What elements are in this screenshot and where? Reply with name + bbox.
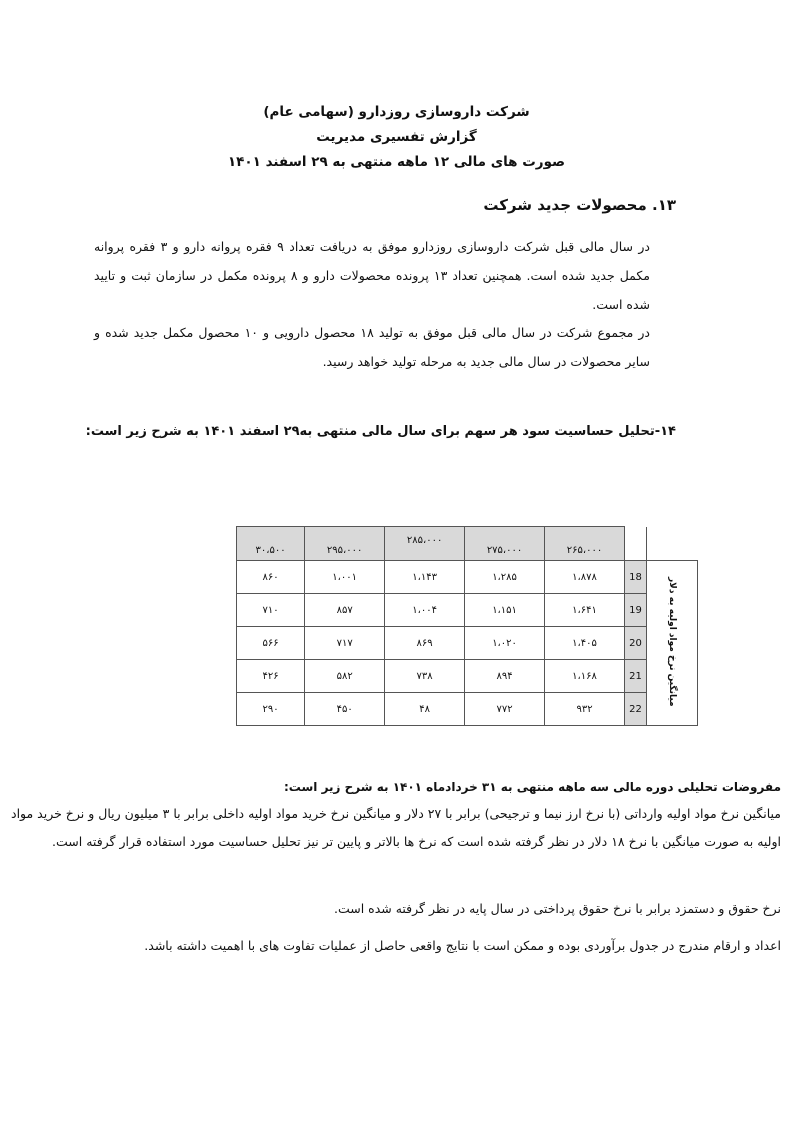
table-cell: ۵۸۲ [305,660,385,693]
table-row [237,693,698,726]
table-cell: ۱،۲۸۵ [465,561,545,594]
table-cell: ۸۹۴ [465,660,545,693]
table-cell: ۷۷۲ [465,693,545,726]
table-cell: ۱،۶۴۱ [545,594,625,627]
assumption-paragraph-1: میانگین نرخ مواد اولیه وارداتی (با نرخ ارز نیما و ترجیحی) برابر با ۲۷ دلار و میانگین نرخ خرید مواد اولیه داخلی برابر با ۳ میلیون ریال و نرخ خرید مواد اولیه به صورت میانگین با نرخ ۱۸ دلار در نظر گرفته شده است که نرخ ها بالاتر و پایین تر نیز تحلیل حساسیت مورد استفاده قرار گرفته است. [11,806,781,849]
column-header: ۲۸۵،۰۰۰ [385,527,465,561]
table-cell: ۸۶۹ [385,627,465,660]
table-cell: ۴۲۶ [237,660,305,693]
row-label: 22 [625,693,647,726]
side-label-cell [647,561,698,726]
company-name: شرکت داروسازی روزدارو (سهامی عام) [263,104,530,120]
column-header: ۲۶۵،۰۰۰ [545,527,625,561]
report-header [0,100,793,175]
table-cell: ۹۳۲ [545,693,625,726]
table-row [237,561,698,594]
table-row [237,660,698,693]
column-header: ۲۹۵،۰۰۰ [305,527,385,561]
row-label: 19 [625,594,647,627]
table-cell: ۱،۰۰۴ [385,594,465,627]
report-period: صورت های مالی ۱۲ ماهه منتهی به ۲۹ اسفند ۱۴۰۱ [227,154,566,170]
table-cell: ۷۱۰ [237,594,305,627]
table-row [237,627,698,660]
table-cell: ۱،۰۲۰ [465,627,545,660]
table-header-row [237,527,698,561]
table-cell: ۷۳۸ [385,660,465,693]
table-cell: ۱،۱۴۳ [385,561,465,594]
table-cell: ۱،۱۶۸ [545,660,625,693]
table-cell: ۸۶۰ [237,561,305,594]
table-cell: ۱،۸۷۸ [545,561,625,594]
table-cell: ۱،۴۰۵ [545,627,625,660]
table-cell: ۲۹۰ [237,693,305,726]
side-label: میانگین نرخ مواد اولیه به دلار [667,576,677,707]
row-label: 20 [625,627,647,660]
table-cell: ۴۸ [385,693,465,726]
section-13-title: ۱۳. محصولات جدید شرکت [483,196,676,214]
column-header: ۲۷۵،۰۰۰ [465,527,545,561]
sensitivity-table [236,526,698,726]
section-13-paragraph-1: در سال مالی قبل شرکت داروسازی روزدارو موفق به دریافت تعداد ۹ فقره پروانه دارو و ۳ فقره پروانه مکمل جدید شده است. همچنین تعداد ۱۳ پرونده محصولات دارو و ۸ پرونده مکمل در سازمان ثبت و تایید شده است. [94,239,651,312]
header-spacer [625,527,647,561]
table-row [237,594,698,627]
row-label: 21 [625,660,647,693]
assumptions-title: مفروضات تحلیلی دوره مالی سه ماهه منتهی به ۳۱ خردادماه ۱۴۰۱ به شرح زیر است: [283,780,781,794]
section-14-title: ۱۴-تحلیل حساسیت سود هر سهم برای سال مالی منتهی به۲۹ اسفند ۱۴۰۱ به شرح زیر است: [85,424,676,439]
row-label: 18 [625,561,647,594]
table-cell: ۵۶۶ [237,627,305,660]
section-13-paragraph-2: در مجموع شرکت در سال مالی قبل موفق به تولید ۱۸ محصول دارویی و ۱۰ محصول مکمل جدید شده و سایر محصولات در سال مالی جدید به مرحله تولید خواهد رسید. [94,325,650,369]
assumption-paragraph-3: اعداد و ارقام مندرج در جدول برآوردی بوده و ممکن است با نتایج واقعی حاصل از عملیات تفاوت های با اهمیت داشته باشد. [144,938,781,953]
column-header: ۳۰،۵۰۰ [237,527,305,561]
table-cell: ۱،۰۰۱ [305,561,385,594]
header-spacer [647,527,698,561]
report-type: گزارش تفسیری مدیریت [316,129,477,145]
assumption-paragraph-2: نرخ حقوق و دستمزد برابر با نرخ حقوق پرداختی در سال پایه در نظر گرفته شده است. [333,901,781,916]
table-cell: ۴۵۰ [305,693,385,726]
table-cell: ۸۵۷ [305,594,385,627]
table-cell: ۷۱۷ [305,627,385,660]
table-cell: ۱،۱۵۱ [465,594,545,627]
